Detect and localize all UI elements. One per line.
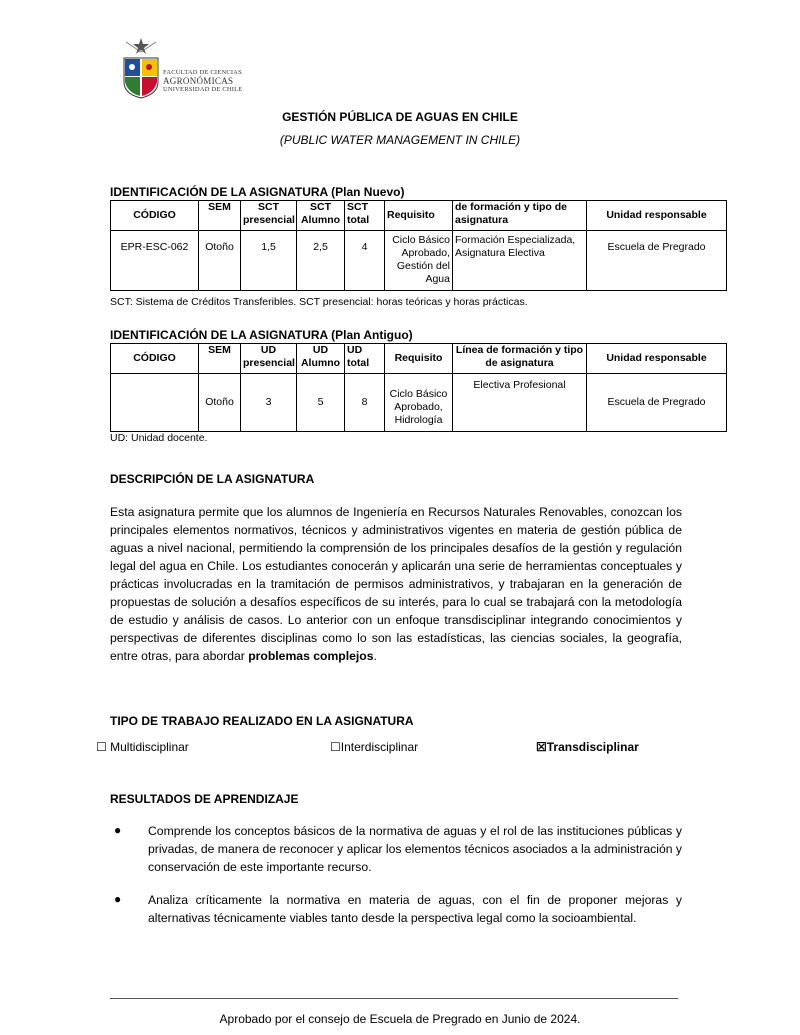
table-row [111,374,727,432]
header-sem: SEM [199,201,241,231]
checkbox-unchecked-icon[interactable]: ☐ [330,740,341,754]
option-label: Interdisciplinar [340,740,419,754]
header-sem: SEM [199,344,241,374]
cell-sem: Otoño [199,231,241,291]
option-label: Transdisciplinar [546,740,639,754]
cell-sct-alumno: 2,5 [297,231,345,291]
description-tail: . [373,649,377,663]
header-unidad: Unidad responsable [587,344,727,374]
option-transdisciplinar[interactable] [536,740,639,754]
description-bold: problemas complejos [248,649,374,663]
header-sct-alumno: SCT Alumno [297,201,345,231]
faculty-logo [120,36,243,100]
cell-unidad: Escuela de Pregrado [587,374,727,432]
outcome-item: Analiza críticamente la normativa en materia de aguas, con el fin de proponer mejoras y alternativas técnicamente viables tanto desde la perspectiva legal como la socioambiental. [148,893,682,925]
checkbox-unchecked-icon[interactable]: ☐ [96,740,107,754]
cell-requisito: Ciclo Básico Aprobado, Hidrología [385,374,453,432]
header-formacion: de formación y tipo de asignatura [453,201,587,231]
cell-requisito: Ciclo Básico Aprobado, Gestión del Agua [385,231,453,291]
document-subtitle: (PUBLIC WATER MANAGEMENT IN CHILE) [279,133,521,147]
footer-text: Aprobado por el consejo de Escuela de Pregrado en Junio de 2024. [219,1012,581,1026]
table-header-row [111,201,727,231]
cell-sem: Otoño [199,374,241,432]
section-heading-plan-antiguo: IDENTIFICACIÓN DE LA ASIGNATURA (Plan Antiguo) [110,328,413,342]
header-codigo: CÓDIGO [111,201,199,231]
section-heading-resultados: RESULTADOS DE APRENDIZAJE [110,792,299,806]
footer-divider [110,998,678,999]
university-crest-icon [120,36,162,100]
cell-ud-total: 8 [345,374,385,432]
cell-ud-alumno: 5 [297,374,345,432]
sct-note: SCT: Sistema de Créditos Transferibles. SCT presencial: horas teóricas y horas prácticas. [110,296,528,308]
cell-codigo: EPR-ESC-062 [111,231,199,291]
description-text: Esta asignatura permite que los alumnos de Ingeniería en Recursos Naturales Renovables, conozcan los principales elementos normativos, técnicos y administrativos vigentes en materia de gestión pública de aguas a nivel nacional, permitiendo la comprensión de los principales desafíos de la gestión y regulación legal del agua en Chile. Los estudiantes conocerán y aplicarán una serie de herramientas conceptuales y prácticas involucradas en la tramitación de permisos administrativos, y trabajaran en la generación de propuestas de solución a desafíos específicos de su interés, para lo cual se trabajará con la metodología de estudio y análisis de casos. Lo anterior con un enfoque transdisciplinar integrando conocimientos y perspectivas de diferentes disciplinas como lo son las estadísticas, las ciencias sociales, la geografía, entre otras, para abordar [110,505,682,663]
header-requisito: Requisito [385,344,453,374]
cell-ud-presencial: 3 [241,374,297,432]
header-ud-alumno: UD Alumno [297,344,345,374]
header-codigo: CÓDIGO [111,344,199,374]
header-sct-total: SCT total [345,201,385,231]
cell-formacion: Formación Especializada, Asignatura Electiva [453,231,587,291]
cell-formacion: Electiva Profesional [453,374,587,432]
section-heading-tipo-trabajo: TIPO DE TRABAJO REALIZADO EN LA ASIGNATURA [110,714,414,728]
option-label: Multidisciplinar [110,740,189,754]
checkbox-checked-icon[interactable]: ☒ [536,740,547,754]
cell-sct-total: 4 [345,231,385,291]
ud-note: UD: Unidad docente. [110,432,208,444]
document-title: GESTIÓN PÚBLICA DE AGUAS EN CHILE [282,110,518,124]
plan-nuevo-table [110,200,727,291]
header-requisito: Requisito [385,201,453,231]
outcome-item: Comprende los conceptos básicos de la normativa de aguas y el rol de las instituciones públicas y privadas, de manera de reconocer y aplicar los elementos técnicos asociados a la administración y conservación de este importante recurso. [148,824,682,874]
description-paragraph [110,503,682,665]
cell-unidad: Escuela de Pregrado [587,231,727,291]
header-unidad: Unidad responsable [587,201,727,231]
logo-text: FACULTAD DE CIENCIAS AGRONÓMICAS UNIVERSIDAD DE CHILE [163,69,243,93]
option-interdisciplinar[interactable] [330,740,418,754]
cell-codigo [111,374,199,432]
header-ud-total: UD total [345,344,385,374]
cell-sct-presencial: 1,5 [241,231,297,291]
option-multidisciplinar[interactable] [96,740,189,754]
section-heading-descripcion: DESCRIPCIÓN DE LA ASIGNATURA [110,472,315,486]
table-header-row [111,344,727,374]
bullet-icon: ● [114,892,122,906]
header-sct-presencial: SCT presencial [241,201,297,231]
header-formacion: Línea de formación y tipo de asignatura [453,344,587,374]
plan-antiguo-table [110,343,727,432]
bullet-icon: ● [114,823,122,837]
header-ud-presencial: UD presencial [241,344,297,374]
section-heading-plan-nuevo: IDENTIFICACIÓN DE LA ASIGNATURA (Plan Nuevo) [110,185,405,199]
table-row [111,231,727,291]
